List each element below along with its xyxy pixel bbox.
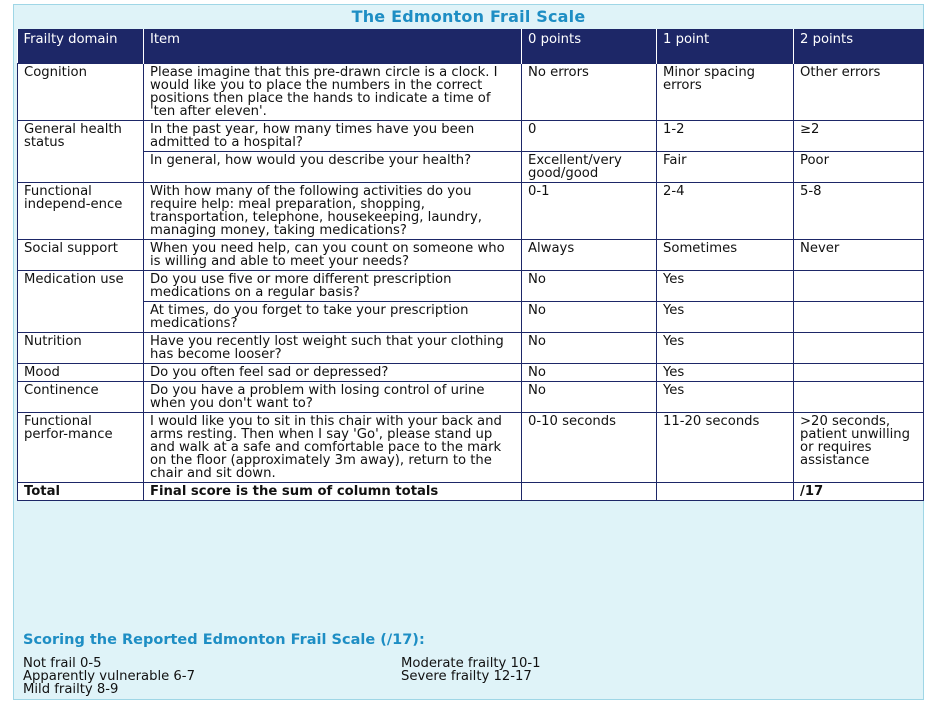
page-title: The Edmonton Frail Scale <box>351 7 586 26</box>
two-points-cell <box>794 302 924 333</box>
two-points-cell <box>794 333 924 364</box>
two-points-cell: >20 seconds, patient unwilling or requires assistance <box>794 413 924 483</box>
table-row <box>18 121 924 152</box>
frail-scale-panel <box>13 4 924 700</box>
scoring-bands-left <box>23 657 195 696</box>
header-item: Item <box>144 29 522 64</box>
one-point-cell: Yes <box>657 382 794 413</box>
two-points-cell: 5-8 <box>794 183 924 240</box>
band-apparently-vulnerable: Apparently vulnerable 6-7 <box>23 669 195 684</box>
table-row <box>18 333 924 364</box>
band-severe-frailty: Severe frailty 12-17 <box>401 669 532 684</box>
one-point-cell: 1-2 <box>657 121 794 152</box>
band-mild-frailty: Mild frailty 8-9 <box>23 682 119 697</box>
one-point-cell: Fair <box>657 152 794 183</box>
total-one-point <box>657 483 794 501</box>
table-row <box>18 271 924 302</box>
item-cell: With how many of the following activities do you require help: meal preparation, shopping, transportation, telephone, housekeeping, laundry, managing money, taking medications? <box>144 183 522 240</box>
item-cell: In general, how would you describe your health? <box>144 152 522 183</box>
two-points-cell: Never <box>794 240 924 271</box>
header-0-points: 0 points <box>522 29 657 64</box>
table-row <box>18 152 924 183</box>
table-header-row <box>18 29 924 64</box>
header-1-point: 1 point <box>657 29 794 64</box>
domain-cell: Continence <box>18 382 144 413</box>
one-point-cell: Minor spacing errors <box>657 64 794 121</box>
zero-points-cell: Excellent/very good/good <box>522 152 657 183</box>
one-point-cell: 2-4 <box>657 183 794 240</box>
domain-cell: Functional independ-ence <box>18 183 144 240</box>
scoring-bands-right <box>401 657 540 683</box>
band-moderate-frailty: Moderate frailty 10-1 <box>401 656 541 671</box>
table-row <box>18 240 924 271</box>
domain-cell: Functional perfor-mance <box>18 413 144 483</box>
scoring-section <box>23 632 913 698</box>
two-points-cell: Other errors <box>794 64 924 121</box>
one-point-cell: Yes <box>657 364 794 382</box>
domain-cell: General health status <box>18 121 144 183</box>
zero-points-cell: 0-1 <box>522 183 657 240</box>
zero-points-cell: 0-10 seconds <box>522 413 657 483</box>
total-score: /17 <box>794 483 924 501</box>
item-cell: Do you have a problem with losing control of urine when you don't want to? <box>144 382 522 413</box>
two-points-cell <box>794 271 924 302</box>
domain-cell: Mood <box>18 364 144 382</box>
zero-points-cell: Always <box>522 240 657 271</box>
item-cell: Have you recently lost weight such that your clothing has become looser? <box>144 333 522 364</box>
frail-scale-table <box>17 29 924 501</box>
item-cell: In the past year, how many times have you been admitted to a hospital? <box>144 121 522 152</box>
total-zero-points <box>522 483 657 501</box>
one-point-cell: Yes <box>657 333 794 364</box>
one-point-cell: Yes <box>657 271 794 302</box>
one-point-cell: Yes <box>657 302 794 333</box>
domain-cell: Medication use <box>18 271 144 333</box>
zero-points-cell: No <box>522 382 657 413</box>
one-point-cell: Sometimes <box>657 240 794 271</box>
zero-points-cell: 0 <box>522 121 657 152</box>
item-cell: Do you use five or more different prescription medications on a regular basis? <box>144 271 522 302</box>
two-points-cell <box>794 382 924 413</box>
total-description: Final score is the sum of column totals <box>144 483 522 501</box>
band-not-frail: Not frail 0-5 <box>23 656 102 671</box>
one-point-cell: 11-20 seconds <box>657 413 794 483</box>
total-row <box>18 483 924 501</box>
table-row <box>18 382 924 413</box>
zero-points-cell: No <box>522 302 657 333</box>
two-points-cell: ≥2 <box>794 121 924 152</box>
table-row <box>18 364 924 382</box>
domain-cell: Nutrition <box>18 333 144 364</box>
zero-points-cell: No <box>522 271 657 302</box>
item-cell: Do you often feel sad or depressed? <box>144 364 522 382</box>
table-row <box>18 413 924 483</box>
domain-cell: Cognition <box>18 64 144 121</box>
zero-points-cell: No <box>522 333 657 364</box>
zero-points-cell: No errors <box>522 64 657 121</box>
item-cell: I would like you to sit in this chair with your back and arms resting. Then when I say 'Go', please stand up and walk at a safe and comfortable pace to the mark on the floor (approximately 3m away), return to the chair and sit down. <box>144 413 522 483</box>
two-points-cell: Poor <box>794 152 924 183</box>
domain-cell: Social support <box>18 240 144 271</box>
item-cell: When you need help, can you count on someone who is willing and able to meet your needs? <box>144 240 522 271</box>
header-frailty-domain: Frailty domain <box>18 29 144 64</box>
total-label: Total <box>18 483 144 501</box>
item-cell: At times, do you forget to take your prescription medications? <box>144 302 522 333</box>
header-2-points: 2 points <box>794 29 924 64</box>
zero-points-cell: No <box>522 364 657 382</box>
scoring-title: Scoring the Reported Edmonton Frail Scale (/17): <box>23 632 425 648</box>
item-cell: Please imagine that this pre-drawn circle is a clock. I would like you to place the numbers in the correct positions then place the hands to indicate a time of 'ten after eleven'. <box>144 64 522 121</box>
two-points-cell <box>794 364 924 382</box>
table-row <box>18 302 924 333</box>
table-row <box>18 183 924 240</box>
table-row <box>18 64 924 121</box>
